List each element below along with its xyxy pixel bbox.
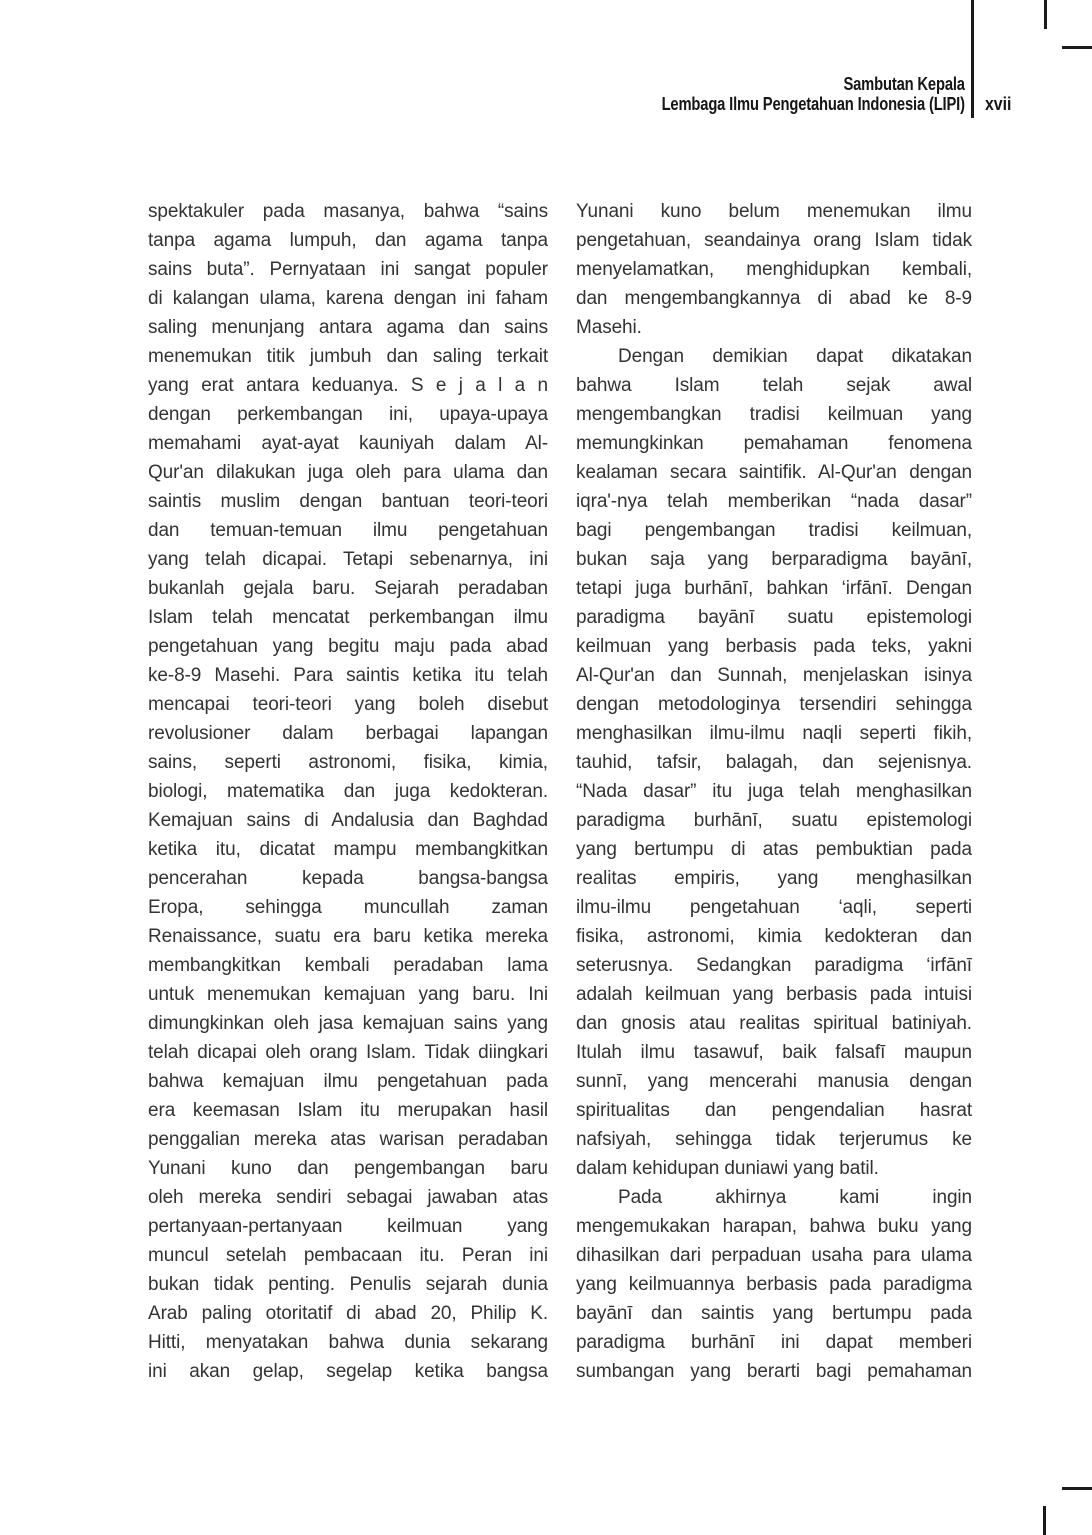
text-line: yang erat antara keduanya. S e j a l a n [148, 375, 548, 396]
text-line: dengan metodologinya tersendiri sehingga [576, 694, 972, 715]
text-line: spektakuler pada masanya, bahwa “sains [148, 201, 548, 222]
text-line: saling menunjang antara agama dan sains [148, 317, 548, 338]
text-line: paradigma bayānī suatu epistemologi [576, 607, 972, 628]
text-line: Renaissance, suatu era baru ketika mereka [148, 926, 548, 947]
text-line: yang telah dicapai. Tetapi sebenarnya, ini [148, 549, 548, 570]
text-line: “Nada dasar” itu juga telah menghasilkan [576, 781, 972, 802]
text-line: membangkitkan kembali peradaban lama [148, 955, 548, 976]
text-line: Al-Qur'an dan Sunnah, menjelaskan isinya [576, 665, 972, 686]
text-line: tetapi juga burhānī, bahkan ‘irfānī. Dengan [576, 578, 972, 599]
text-line: Dengan demikian dapat dikatakan [618, 346, 972, 367]
text-line: pertanyaan-pertanyaan keilmuan yang [148, 1216, 548, 1237]
crop-mark-top-right-horizontal [1062, 46, 1092, 49]
text-line: ke-8-9 Masehi. Para saintis ketika itu telah [148, 665, 548, 686]
text-line: dan mengembangkannya di abad ke 8-9 [576, 288, 972, 309]
text-line: biologi, matematika dan juga kedokteran. [148, 781, 548, 802]
text-line: memahami ayat-ayat kauniyah dalam Al- [148, 433, 548, 454]
text-line: kealaman secara saintifik. Al-Qur'an dengan [576, 462, 972, 483]
text-line: mencapai teori-teori yang boleh disebut [148, 694, 548, 715]
page-body [148, 197, 972, 1386]
text-line: Islam telah mencatat perkembangan ilmu [148, 607, 548, 628]
text-line: sumbangan yang berarti bagi pemahaman [576, 1361, 972, 1382]
page-number: xvii [985, 94, 1012, 114]
crop-mark-bottom-right-horizontal [1062, 1487, 1092, 1490]
text-line: Yunani kuno dan pengembangan baru [148, 1158, 548, 1179]
text-line: paradigma burhānī, suatu epistemologi [576, 810, 972, 831]
text-line: bayānī dan saintis yang bertumpu pada [576, 1303, 972, 1324]
text-line: telah dicapai oleh orang Islam. Tidak diingkari [148, 1042, 548, 1063]
text-line: menyelamatkan, menghidupkan kembali, [576, 259, 972, 280]
text-line: dalam kehidupan duniawi yang batil. [576, 1158, 879, 1179]
text-line: tauhid, tafsir, balagah, dan sejenisnya. [576, 752, 972, 773]
text-line: mengembangkan tradisi keilmuan yang [576, 404, 972, 425]
text-line: Pada akhirnya kami ingin [618, 1187, 972, 1208]
text-line: sains buta”. Pernyataan ini sangat populer [148, 259, 548, 280]
text-line: Qur'an dilakukan juga oleh para ulama dan [148, 462, 548, 483]
text-column-right [576, 197, 972, 1386]
text-line: Masehi. [576, 317, 642, 338]
text-line: dengan perkembangan ini, upaya-upaya [148, 404, 548, 425]
text-line: menemukan titik jumbuh dan saling terkait [148, 346, 548, 367]
text-line: untuk menemukan kemajuan yang baru. Ini [148, 984, 548, 1005]
text-line: fisika, astronomi, kimia kedokteran dan [576, 926, 972, 947]
text-line: paradigma burhānī ini dapat memberi [576, 1332, 972, 1353]
text-line: dan temuan-temuan ilmu pengetahuan [148, 520, 548, 541]
text-line: mengemukakan harapan, bahwa buku yang [576, 1216, 972, 1237]
text-line: Itulah ilmu tasawuf, baik falsafī maupun [576, 1042, 972, 1063]
text-line: spiritualitas dan pengendalian hasrat [576, 1100, 972, 1121]
text-line: nafsiyah, sehingga tidak terjerumus ke [576, 1129, 972, 1150]
text-line: menghasilkan ilmu-ilmu naqli seperti fikih, [576, 723, 972, 744]
text-line: realitas empiris, yang menghasilkan [576, 868, 972, 889]
text-line: ilmu-ilmu pengetahuan ‘aqli, seperti [576, 897, 972, 918]
text-line: bahwa Islam telah sejak awal [576, 375, 972, 396]
text-line: Eropa, sehingga muncullah zaman [148, 897, 548, 918]
text-line: pengetahuan, seandainya orang Islam tidak [576, 230, 972, 251]
text-line: seterusnya. Sedangkan paradigma ‘irfānī [576, 955, 972, 976]
text-line: bagi pengembangan tradisi keilmuan, [576, 520, 972, 541]
header-divider-rule [971, 0, 974, 118]
running-header-line1: Sambutan Kepala [843, 74, 965, 94]
text-line: bukan saja yang berparadigma bayānī, [576, 549, 972, 570]
text-line: ini akan gelap, segelap ketika bangsa [148, 1361, 548, 1382]
text-line: oleh mereka sendiri sebagai jawaban atas [148, 1187, 548, 1208]
text-line: Yunani kuno belum menemukan ilmu [576, 201, 972, 222]
text-line: Kemajuan sains di Andalusia dan Baghdad [148, 810, 548, 831]
text-line: penggalian mereka atas warisan peradaban [148, 1129, 548, 1150]
text-line: pengetahuan yang begitu maju pada abad [148, 636, 548, 657]
text-column-left [148, 197, 548, 1386]
text-line: bukanlah gejala baru. Sejarah peradaban [148, 578, 548, 599]
text-line: sains, seperti astronomi, fisika, kimia, [148, 752, 548, 773]
text-line: saintis muslim dengan bantuan teori-teori [148, 491, 548, 512]
text-line: sunnī, yang mencerahi manusia dengan [576, 1071, 972, 1092]
running-header-line2: Lembaga Ilmu Pengetahuan Indonesia (LIPI) [661, 94, 965, 114]
text-line: dimungkinkan oleh jasa kemajuan sains yang [148, 1013, 548, 1034]
text-line: di kalangan ulama, karena dengan ini faham [148, 288, 548, 309]
text-line: ketika itu, dicatat mampu membangkitkan [148, 839, 548, 860]
text-line: bukan tidak penting. Penulis sejarah dunia [148, 1274, 548, 1295]
text-line: yang bertumpu di atas pembuktian pada [576, 839, 972, 860]
crop-mark-top-right-vertical [1044, 0, 1047, 29]
text-line: dihasilkan dari perpaduan usaha para ulama [576, 1245, 972, 1266]
text-line: Arab paling otoritatif di abad 20, Philip K. [148, 1303, 548, 1324]
text-line: iqra'-nya telah memberikan “nada dasar” [576, 491, 972, 512]
text-line: adalah keilmuan yang berbasis pada intuisi [576, 984, 972, 1005]
running-header [662, 74, 965, 114]
text-line: revolusioner dalam berbagai lapangan [148, 723, 548, 744]
text-line: pencerahan kepada bangsa-bangsa [148, 868, 548, 889]
text-line: era keemasan Islam itu merupakan hasil [148, 1100, 548, 1121]
text-line: dan gnosis atau realitas spiritual batiniyah. [576, 1013, 972, 1034]
text-line: Hitti, menyatakan bahwa dunia sekarang [148, 1332, 548, 1353]
text-line: bahwa kemajuan ilmu pengetahuan pada [148, 1071, 548, 1092]
text-line: yang keilmuannya berbasis pada paradigma [576, 1274, 972, 1295]
text-line: tanpa agama lumpuh, dan agama tanpa [148, 230, 548, 251]
crop-mark-bottom-right-vertical [1043, 1506, 1046, 1535]
text-line: keilmuan yang berbasis pada teks, yakni [576, 636, 972, 657]
text-line: muncul setelah pembacaan itu. Peran ini [148, 1245, 548, 1266]
text-line: memungkinkan pemahaman fenomena [576, 433, 972, 454]
